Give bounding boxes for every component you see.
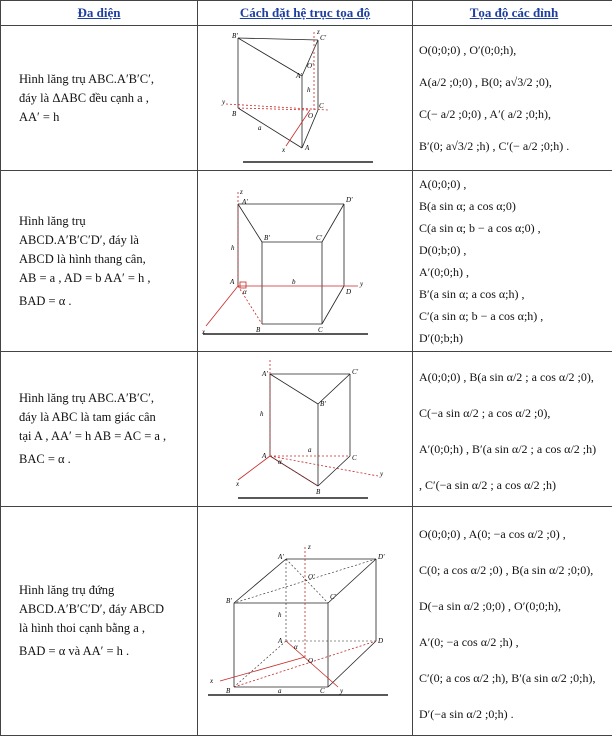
coord-line: A′(0;0;h) , B′(a sin α/2 ; a cos α/2 ;h) bbox=[419, 438, 609, 460]
coord-line: B′(a sin α; a cos α;h) , bbox=[419, 283, 609, 305]
header-axis-setup: Cách đặt hệ trục tọa độ bbox=[198, 1, 413, 26]
fig-label: C bbox=[352, 454, 357, 462]
fig-label: A bbox=[261, 452, 267, 460]
fig-label: x bbox=[209, 677, 214, 685]
table-row bbox=[1, 352, 612, 507]
fig-label: a bbox=[278, 687, 282, 695]
fig-label: B' bbox=[232, 32, 238, 40]
coord-line: O(0;0;0) , O′(0;0;h), bbox=[419, 39, 609, 61]
vertex-coords bbox=[413, 507, 612, 736]
fig-label: A bbox=[304, 144, 310, 152]
desc-line: là hình thoi cạnh bằng a , bbox=[19, 619, 191, 638]
header-polyhedron: Đa diện bbox=[1, 1, 198, 26]
coord-line: A(0;0;0) , bbox=[419, 173, 609, 195]
coord-line: C(0; a cos α/2 ;0) , B(a sin α/2 ;0;0), bbox=[419, 559, 609, 581]
desc-line: Hình lăng trụ ABC.A′B′C′, bbox=[19, 70, 191, 89]
coord-line: C′(0; a cos α/2 ;h), B′(a sin α/2 ;0;h), bbox=[419, 667, 609, 689]
rhombus-prism-figure bbox=[198, 507, 412, 735]
polyhedron-description bbox=[1, 26, 198, 171]
desc-line: ABCD.A′B′C′D′, đáy là bbox=[19, 231, 191, 250]
desc-line: AB = a , AD = b AA′ = h , bbox=[19, 269, 191, 288]
table-row bbox=[1, 507, 612, 736]
coord-line: B(a sin α; a cos α;0) bbox=[419, 195, 609, 217]
axis-figure-cell bbox=[198, 352, 413, 507]
fig-label: C' bbox=[316, 234, 323, 242]
fig-label: O bbox=[308, 112, 313, 120]
desc-line: đáy là ΔABC đều cạnh a , bbox=[19, 89, 191, 108]
fig-label: A bbox=[229, 278, 235, 286]
fig-label: D bbox=[377, 637, 383, 645]
polyhedron-description bbox=[1, 352, 198, 507]
fig-label: x bbox=[235, 480, 240, 488]
fig-label: z bbox=[307, 543, 311, 551]
fig-label: B bbox=[256, 326, 261, 334]
fig-label: z bbox=[316, 28, 320, 36]
fig-label: O' bbox=[307, 62, 314, 70]
fig-label: α bbox=[278, 458, 282, 466]
polyhedron-description bbox=[1, 171, 198, 352]
fig-label: h bbox=[231, 244, 235, 252]
fig-label: B' bbox=[264, 234, 270, 242]
coord-line: O(0;0;0) , A(0; −a cos α/2 ;0) , bbox=[419, 523, 609, 545]
desc-line: Hình lăng trụ bbox=[19, 212, 191, 231]
fig-label: C' bbox=[320, 34, 327, 42]
axis-figure-cell bbox=[198, 26, 413, 171]
coord-line: A(0;0;0) , B(a sin α/2 ; a cos α/2 ;0), bbox=[419, 366, 609, 388]
desc-line: AA′ = h bbox=[19, 108, 191, 127]
coord-line: C(− a/2 ;0;0) , A′( a/2 ;0;h), bbox=[419, 103, 609, 125]
fig-label: x bbox=[281, 146, 286, 154]
desc-line: ABCD là hình thang cân, bbox=[19, 250, 191, 269]
fig-label: B' bbox=[320, 400, 326, 408]
desc-line: Hình lăng trụ đứng bbox=[19, 581, 191, 600]
fig-label: D' bbox=[345, 196, 353, 204]
desc-line: tại A , AA′ = h AB = AC = a , bbox=[19, 427, 191, 446]
fig-label: D' bbox=[377, 553, 385, 561]
desc-line: Hình lăng trụ ABC.A′B′C′, bbox=[19, 389, 191, 408]
fig-label: y bbox=[339, 687, 344, 695]
header-vertex-coords: Tọa độ các đỉnh bbox=[413, 1, 612, 26]
coord-line: D(−a sin α/2 ;0;0) , O′(0;0;h), bbox=[419, 595, 609, 617]
desc-line: BAD = α . bbox=[19, 292, 191, 311]
fig-label: α bbox=[294, 643, 298, 651]
fig-label: h bbox=[260, 410, 264, 418]
desc-line: BAD = α và AA′ = h . bbox=[19, 642, 191, 661]
vertex-coords bbox=[413, 352, 612, 507]
fig-label: h bbox=[278, 611, 282, 619]
table-row bbox=[1, 26, 612, 171]
isosceles-prism-figure bbox=[198, 352, 412, 506]
fig-label: y bbox=[359, 280, 364, 288]
coord-line: C(a sin α; b − a cos α;0) , bbox=[419, 217, 609, 239]
fig-label: C bbox=[318, 326, 323, 334]
desc-line: ABCD.A′B′C′D′, đáy ABCD bbox=[19, 600, 191, 619]
coord-line: A′(0; −a cos α/2 ;h) , bbox=[419, 631, 609, 653]
fig-label: y bbox=[221, 98, 226, 106]
vertex-coords bbox=[413, 26, 612, 171]
fig-label: a bbox=[308, 446, 312, 454]
desc-line: đáy là ABC là tam giác cân bbox=[19, 408, 191, 427]
coord-line: D(0;b;0) , bbox=[419, 239, 609, 261]
fig-label: B' bbox=[226, 597, 232, 605]
fig-label: A bbox=[277, 637, 283, 645]
fig-label: D bbox=[345, 288, 351, 296]
fig-label: x bbox=[201, 328, 206, 336]
coord-line: C′(a sin α; b − a cos α;h) , bbox=[419, 305, 609, 327]
fig-label: y bbox=[379, 470, 384, 478]
trapezoid-prism-figure bbox=[198, 174, 412, 348]
fig-label: A' bbox=[295, 72, 302, 80]
triangular-prism-figure bbox=[198, 26, 412, 170]
fig-label: α bbox=[243, 288, 247, 296]
coord-line: A(a/2 ;0;0) , B(0; a√3/2 ;0), bbox=[419, 71, 609, 93]
fig-label: b bbox=[292, 278, 296, 286]
axis-figure-cell bbox=[198, 171, 413, 352]
fig-label: O bbox=[308, 657, 313, 665]
fig-label: a bbox=[258, 124, 262, 132]
coord-line: D′(0;b;h) bbox=[419, 327, 609, 349]
desc-line: BAC = α . bbox=[19, 450, 191, 469]
coord-line: C(−a sin α/2 ; a cos α/2 ;0), bbox=[419, 402, 609, 424]
vertex-coords bbox=[413, 171, 612, 352]
header-row bbox=[1, 1, 612, 26]
coord-line: B′(0; a√3/2 ;h) , C′(− a/2 ;0;h) . bbox=[419, 135, 609, 157]
fig-label: A' bbox=[261, 370, 268, 378]
fig-label: A' bbox=[241, 198, 248, 206]
fig-label: h bbox=[307, 86, 311, 94]
fig-label: A' bbox=[277, 553, 284, 561]
fig-label: C bbox=[319, 102, 324, 110]
axis-figure-cell bbox=[198, 507, 413, 736]
fig-label: C' bbox=[330, 593, 337, 601]
fig-label: B bbox=[316, 488, 321, 496]
fig-label: B bbox=[232, 110, 237, 118]
table-row bbox=[1, 171, 612, 352]
coord-line: D′(−a sin α/2 ;0;h) . bbox=[419, 703, 609, 725]
fig-label: z bbox=[239, 188, 243, 196]
fig-label: B bbox=[226, 687, 231, 695]
polyhedron-description bbox=[1, 507, 198, 736]
fig-label: C' bbox=[352, 368, 359, 376]
fig-label: O' bbox=[308, 573, 315, 581]
fig-label: C bbox=[320, 687, 325, 695]
coord-line: A′(0;0;h) , bbox=[419, 261, 609, 283]
coord-line: , C′(−a sin α/2 ; a cos α/2 ;h) bbox=[419, 474, 609, 496]
